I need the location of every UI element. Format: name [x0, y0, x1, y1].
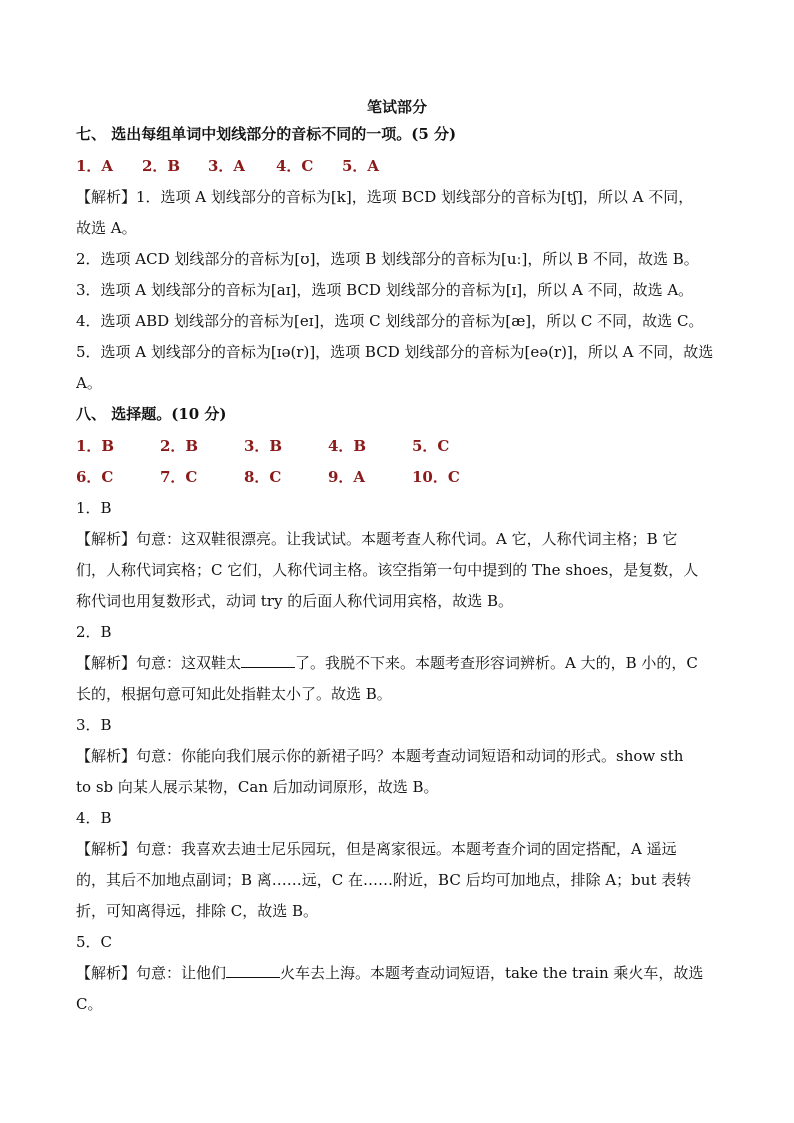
explanation-line: 4．选项 ABD 划线部分的音标为[eɪ]，选项 C 划线部分的音标为[æ]，所以 C 不同，故选 C。	[76, 312, 704, 330]
item-number: 5．C	[76, 933, 113, 951]
explanation-text: 火车去上海。本题考查动词短语，take the train 乘火车，故选	[280, 964, 704, 982]
answer-7-3: 3．A	[208, 157, 246, 175]
answer-8-10: 10．C	[412, 468, 460, 486]
answer-8-2: 2．B	[160, 437, 199, 455]
item-number: 3．B	[76, 716, 112, 734]
explanation-text: 了。我脱不下来。本题考查形容词辨析。A 大的，B 小的，C	[295, 654, 698, 672]
explanation-line: 故选 A。	[76, 219, 137, 237]
answer-7-5: 5．A	[342, 157, 380, 175]
explanation-line: A。	[76, 374, 102, 392]
explanation-line	[76, 653, 726, 673]
explanation-line: 称代词也用复数形式，动词 try 的后面人称代词用宾格，故选 B。	[76, 592, 514, 610]
item-number: 1．B	[76, 499, 112, 517]
explanation-line: 【解析】句意：你能向我们展示你的新裙子吗？本题考查动词短语和动词的形式。show sth	[76, 747, 684, 765]
answer-7-4: 4．C	[276, 157, 314, 175]
item-number: 2．B	[76, 623, 112, 641]
answer-7-2: 2．B	[142, 157, 181, 175]
fill-in-blank	[241, 653, 295, 668]
explanation-line: 5．选项 A 划线部分的音标为[ɪə(r)]，选项 BCD 划线部分的音标为[eə(r)]，所以 A 不同，故选	[76, 343, 714, 361]
answer-7-1: 1．A	[76, 157, 114, 175]
explanation-text: 【解析】句意：这双鞋太	[76, 654, 242, 672]
explanation-line: 们，人称代词宾格；C 它们，人称代词主格。该空指第一句中提到的 The shoes，是复数，人	[76, 561, 699, 579]
section-8-heading: 八、 选择题。(10 分)	[76, 405, 227, 423]
explanation-line: to sb 向某人展示某物，Can 后加动词原形，故选 B。	[76, 778, 439, 796]
explanation-line: 【解析】1．选项 A 划线部分的音标为[k]，选项 BCD 划线部分的音标为[tʃ]，所以 A 不同，	[76, 188, 694, 206]
answer-8-8: 8．C	[244, 468, 282, 486]
explanation-line: 【解析】句意：这双鞋很漂亮。让我试试。本题考查人称代词。A 它，人称代词主格；B 它	[76, 530, 678, 548]
explanation-line: 3．选项 A 划线部分的音标为[aɪ]，选项 BCD 划线部分的音标为[ɪ]，所以 A 不同，故选 A。	[76, 281, 694, 299]
item-number: 4．B	[76, 809, 112, 827]
explanation-line: 折，可知离得远，排除 C，故选 B。	[76, 902, 319, 920]
fill-in-blank	[226, 963, 280, 978]
answer-8-7: 7．C	[160, 468, 198, 486]
answer-8-4: 4．B	[328, 437, 367, 455]
explanation-line: 长的，根据句意可知此处指鞋太小了。故选 B。	[76, 685, 392, 703]
answer-8-5: 5．C	[412, 437, 450, 455]
answer-8-9: 9．A	[328, 468, 366, 486]
explanation-line: 【解析】句意：我喜欢去迪士尼乐园玩，但是离家很远。本题考查介词的固定搭配，A 遥远	[76, 840, 677, 858]
explanation-line: 2．选项 ACD 划线部分的音标为[ʊ]，选项 B 划线部分的音标为[uː]，所以 B 不同，故选 B。	[76, 250, 699, 268]
explanation-line	[76, 963, 726, 983]
answer-8-6: 6．C	[76, 468, 114, 486]
page-title: 笔试部分	[366, 98, 427, 116]
explanation-line: 的，其后不加地点副词；B 离……远，C 在……附近，BC 后均可加地点，排除 A；but 表转	[76, 871, 692, 889]
explanation-text: 【解析】句意：让他们	[76, 964, 227, 982]
answer-8-3: 3．B	[244, 437, 283, 455]
section-7-heading: 七、 选出每组单词中划线部分的音标不同的一项。(5 分)	[76, 125, 457, 143]
explanation-line: C。	[76, 995, 103, 1013]
answer-8-1: 1．B	[76, 437, 115, 455]
